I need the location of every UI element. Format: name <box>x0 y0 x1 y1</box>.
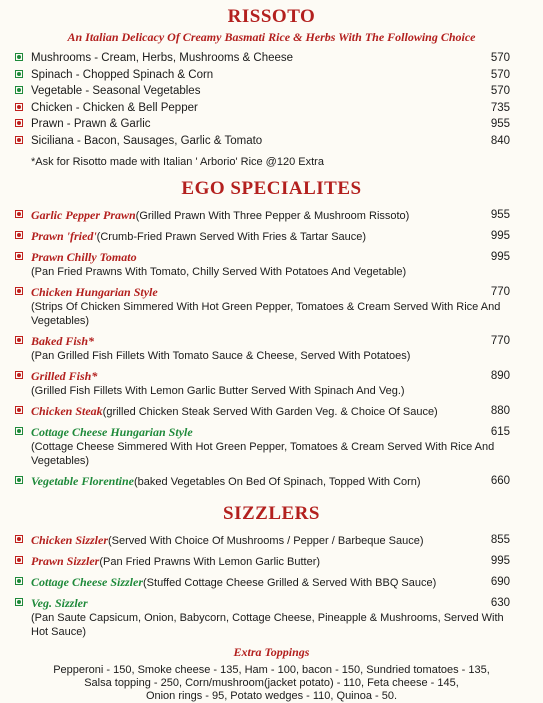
mark-dot <box>17 600 21 604</box>
list-item <box>0 425 543 468</box>
dish-description: (Pan Fried Prawns With Lemon Garlic Butter) <box>99 556 321 568</box>
nonveg-mark-icon <box>15 103 23 111</box>
toppings-title: Extra Toppings <box>233 645 310 659</box>
mark-dot <box>17 121 21 125</box>
list-item <box>0 229 543 244</box>
item-label: Mushrooms - Cream, Herbs, Mushrooms & Cheese <box>31 52 294 64</box>
list-item <box>0 575 543 590</box>
dish-description: (Pan Grilled Fish Fillets With Tomato Sauce & Cheese, Served With Potatoes) <box>31 350 411 362</box>
item-price: 890 <box>490 370 510 382</box>
item-label: Spinach - Chopped Spinach & Corn <box>31 68 214 81</box>
dish-description: (Cottage Cheese Simmered With Hot Green Pepper, Tomatoes & Cream Served With Rice And Vegetables) <box>31 441 495 467</box>
veg-mark-icon <box>15 53 23 61</box>
risotto-note: *Ask for Risotto made with Italian ' Arborio' Rice @120 Extra <box>31 156 324 168</box>
item-price: 570 <box>490 68 510 81</box>
dish-name: Cottage Cheese Sizzler <box>31 575 144 589</box>
veg-mark-icon <box>15 427 23 435</box>
list-item <box>0 404 543 419</box>
item-price: 690 <box>490 576 510 588</box>
item-price: 735 <box>490 101 510 114</box>
nonveg-mark-icon <box>15 252 23 260</box>
mark-dot <box>17 558 21 562</box>
item-price: 955 <box>490 118 510 130</box>
dish-description: (Stuffed Cottage Cheese Grilled & Served With BBQ Sauce) <box>143 577 437 589</box>
item-price: 995 <box>490 251 510 263</box>
item-price: 855 <box>490 534 510 546</box>
sizzlers-list <box>0 533 543 639</box>
dish-description: (Grilled Prawn With Three Pepper & Mushroom Rissoto) <box>135 210 410 222</box>
nonveg-mark-icon <box>15 136 23 144</box>
item-price: 570 <box>490 85 510 97</box>
specialties-list <box>0 208 543 489</box>
risotto-list <box>0 51 543 150</box>
dish-description: (Pan Saute Capsicum, Onion, Babycorn, Cottage Cheese, Pineapple & Mushrooms, Served With Hot Sauce) <box>31 612 504 638</box>
dish-name: Chicken Steak <box>31 404 103 418</box>
dish-name: Grilled Fish* <box>31 369 98 383</box>
mark-dot <box>17 88 21 92</box>
nonveg-mark-icon <box>15 556 23 564</box>
item-label: Chicken - Chicken & Bell Pepper <box>31 101 198 114</box>
nonveg-mark-icon <box>15 371 23 379</box>
dish-description: (Crumb-Fried Prawn Served With Fries & Tartar Sauce) <box>96 231 367 243</box>
nonveg-mark-icon <box>15 406 23 414</box>
nonveg-mark-icon <box>15 535 23 543</box>
nonveg-mark-icon <box>15 287 23 295</box>
dish-name: Chicken Hungarian Style <box>31 285 158 299</box>
mark-dot <box>17 233 21 237</box>
list-item <box>0 250 543 279</box>
dish-description: (baked Vegetables On Bed Of Spinach, Topped With Corn) <box>134 476 421 488</box>
item-price: 995 <box>490 230 510 242</box>
item-price: 770 <box>490 286 510 298</box>
list-item <box>0 369 543 398</box>
veg-mark-icon <box>15 476 23 484</box>
risotto-title: RISSOTO <box>227 6 316 27</box>
dish-name: Vegetable Florentine <box>31 474 134 488</box>
list-item <box>0 554 543 569</box>
nonveg-mark-icon <box>15 336 23 344</box>
list-item <box>0 596 543 639</box>
dish-description: (Pan Fried Prawns With Tomato, Chilly Served With Potatoes And Vegetable) <box>31 266 407 278</box>
mark-dot <box>17 138 21 142</box>
mark-dot <box>17 429 21 433</box>
dish-description: (Strips Of Chicken Simmered With Hot Green Pepper, Tomatoes & Cream Served With Rice And Vegetables) <box>31 301 501 327</box>
mark-dot <box>17 289 21 293</box>
list-item <box>0 208 543 223</box>
dish-name: Veg. Sizzler <box>31 596 88 610</box>
veg-mark-icon <box>15 598 23 606</box>
veg-mark-icon <box>15 86 23 94</box>
list-item <box>0 84 543 101</box>
dish-name: Prawn Chilly Tomato <box>31 250 137 264</box>
nonveg-mark-icon <box>15 231 23 239</box>
item-price: 955 <box>490 209 510 221</box>
dish-name: Cottage Cheese Hungarian Style <box>31 425 193 439</box>
list-item <box>0 51 543 68</box>
toppings-line: Pepperoni - 150, Smoke cheese - 135, Ham - 100, bacon - 150, Sundried tomatoes - 135, <box>53 664 490 676</box>
veg-mark-icon <box>15 70 23 78</box>
nonveg-mark-icon <box>15 210 23 218</box>
item-price: 770 <box>490 335 510 347</box>
item-price: 995 <box>490 555 510 567</box>
list-item <box>0 117 543 134</box>
item-price: 570 <box>490 52 510 64</box>
mark-dot <box>17 408 21 412</box>
mark-dot <box>17 537 21 541</box>
mark-dot <box>17 478 21 482</box>
item-label: Prawn - Prawn & Garlic <box>31 118 151 130</box>
item-price: 660 <box>490 475 510 487</box>
item-price: 630 <box>490 597 510 609</box>
item-price: 880 <box>490 405 510 417</box>
list-item <box>0 533 543 548</box>
dish-name: Chicken Sizzler <box>31 533 109 547</box>
mark-dot <box>17 338 21 342</box>
list-item <box>0 334 543 363</box>
dish-description: (Grilled Fish Fillets With Lemon Garlic Butter Served With Spinach And Veg.) <box>31 385 405 397</box>
mark-dot <box>17 373 21 377</box>
dish-name: Prawn 'fried' <box>31 229 97 243</box>
mark-dot <box>17 55 21 59</box>
veg-mark-icon <box>15 577 23 585</box>
item-label: Vegetable - Seasonal Vegetables <box>31 85 201 97</box>
mark-dot <box>17 254 21 258</box>
mark-dot <box>17 72 21 76</box>
list-item <box>0 134 543 151</box>
nonveg-mark-icon <box>15 119 23 127</box>
item-label: Siciliana - Bacon, Sausages, Garlic & Tomato <box>31 134 263 147</box>
sizzlers-title: SIZZLERS <box>223 503 320 524</box>
dish-description: (grilled Chicken Steak Served With Garden Veg. & Choice Of Sauce) <box>102 406 438 418</box>
toppings-list <box>0 664 543 703</box>
risotto-subtitle: An Italian Delicacy Of Creamy Basmati Rice & Herbs With The Following Choice <box>67 30 476 44</box>
item-price: 840 <box>490 134 510 147</box>
specialties-title: EGO SPECIALITES <box>181 178 362 199</box>
item-price: 615 <box>490 426 510 438</box>
list-item <box>0 101 543 118</box>
list-item <box>0 68 543 85</box>
dish-description: (Served With Choice Of Mushrooms / Pepper / Barbeque Sauce) <box>108 535 424 547</box>
list-item <box>0 285 543 328</box>
mark-dot <box>17 212 21 216</box>
toppings-line: Onion rings - 95, Potato wedges - 110, Quinoa - 50. <box>145 690 398 702</box>
toppings-line: Salsa topping - 250, Corn/mushroom(jacket potato) - 110, Feta cheese - 145, <box>84 677 459 689</box>
mark-dot <box>17 105 21 109</box>
dish-name: Garlic Pepper Prawn <box>31 208 136 222</box>
list-item <box>0 474 543 489</box>
mark-dot <box>17 579 21 583</box>
dish-name: Prawn Sizzler <box>31 554 100 568</box>
dish-name: Baked Fish* <box>31 334 95 348</box>
